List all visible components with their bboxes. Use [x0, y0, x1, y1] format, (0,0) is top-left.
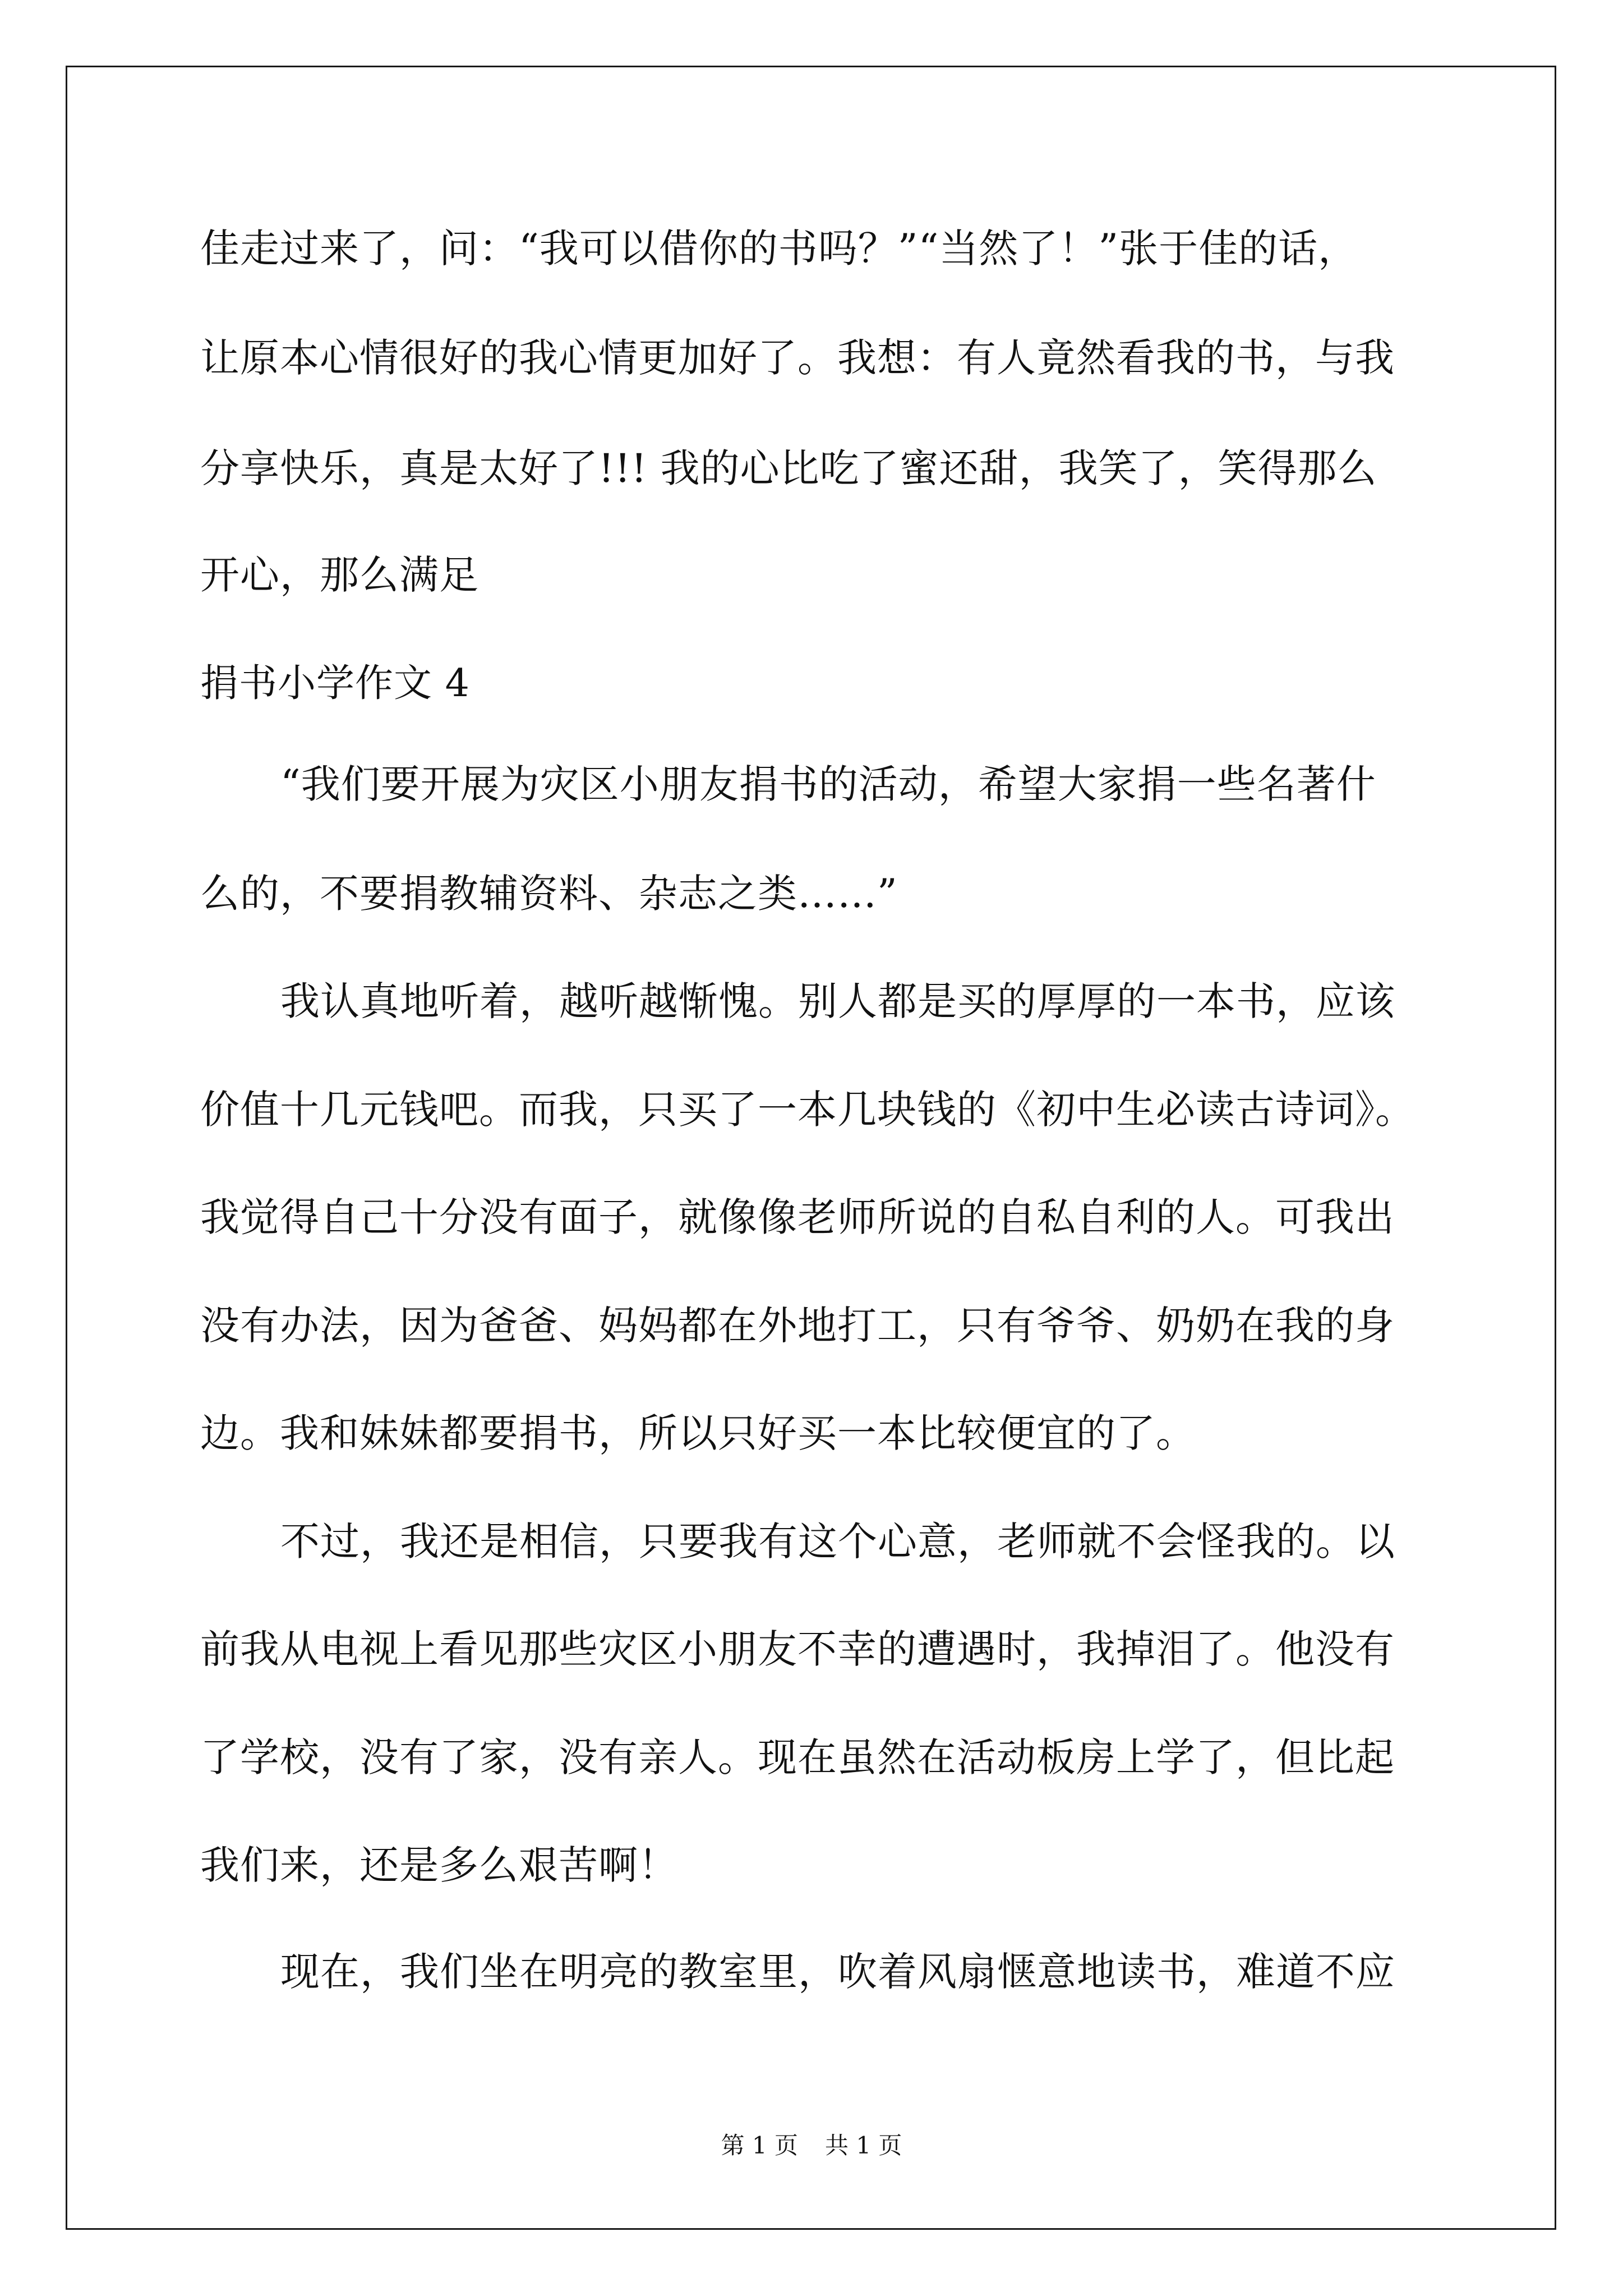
text-line: 我们来，还是多么艰苦啊！ — [200, 1842, 678, 1888]
text-line: 开心，那么满足 — [200, 552, 479, 598]
text-line: 让原本心情很好的我心情更加好了。我想：有人竟然看我的书，与我 — [200, 335, 1395, 381]
text-line: 佳走过来了，问：“我可以借你的书吗？”“当然了！”张于佳的话， — [200, 226, 1358, 272]
page-number: 第 1 页 — [721, 2132, 798, 2159]
page-footer — [0, 2134, 1623, 2157]
page-border — [66, 66, 1556, 2230]
text-line: 我认真地听着，越听越惭愧。别人都是买的厚厚的一本书，应该 — [280, 978, 1395, 1024]
page-total: 共 1 页 — [825, 2132, 902, 2159]
text-line: 分享快乐，真是太好了!!! 我的心比吃了蜜还甜，我笑了，笑得那么 — [200, 445, 1377, 491]
text-line: 么的，不要捐教辅资料、杂志之类……” — [200, 871, 898, 917]
section-heading: 捐书小学作文 4 — [200, 661, 470, 706]
text-line: 现在，我们坐在明亮的教室里，吹着风扇惬意地读书，难道不应 — [280, 1949, 1395, 1995]
text-line: 前我从电视上看见那些灾区小朋友不幸的遭遇时，我掉泪了。他没有 — [200, 1626, 1395, 1672]
text-line: “我们要开展为灾区小朋友捐书的活动，希望大家捐一些名著什 — [280, 761, 1376, 807]
text-line: 我觉得自己十分没有面子，就像像老师所说的自私自利的人。可我出 — [200, 1194, 1395, 1240]
text-line: 了学校，没有了家，没有亲人。现在虽然在活动板房上学了，但比起 — [200, 1734, 1395, 1780]
text-line: 没有办法，因为爸爸、妈妈都在外地打工，只有爷爷、奶奶在我的身 — [200, 1303, 1395, 1349]
text-line: 价值十几元钱吧。而我，只买了一本几块钱的《初中生必读古诗词》。 — [200, 1087, 1415, 1133]
text-line: 边。我和妹妹都要捐书，所以只好买一本比较便宜的了。 — [200, 1410, 1196, 1456]
text-line: 不过，我还是相信，只要我有这个心意，老师就不会怪我的。以 — [280, 1519, 1395, 1565]
